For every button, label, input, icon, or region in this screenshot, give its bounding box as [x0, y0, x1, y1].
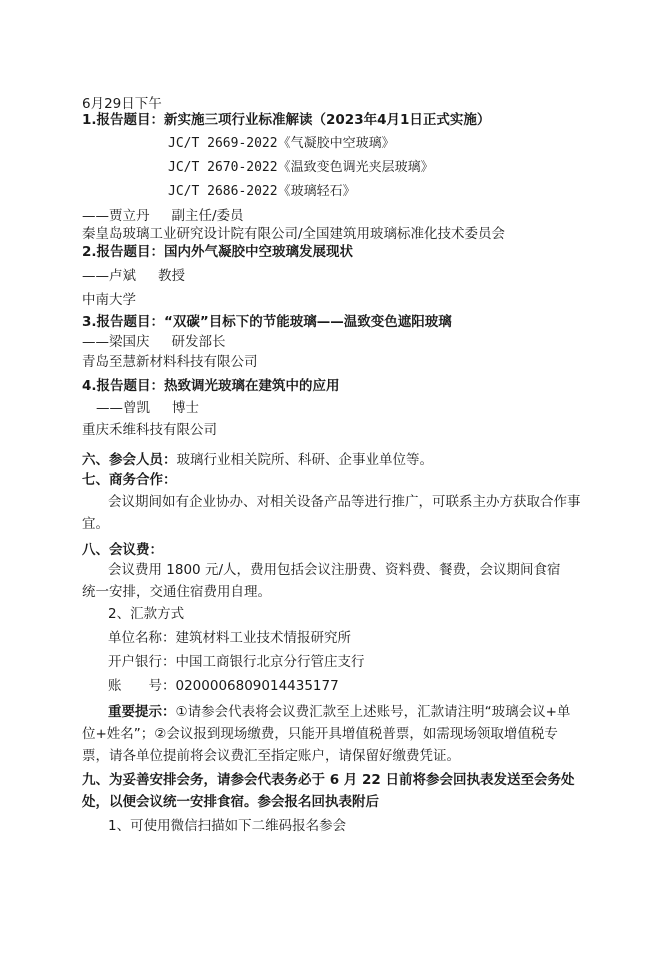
section-6-text: 玻璃行业相关院所、科研、企事业单位等。 — [176, 452, 433, 468]
speaker-title: 研发部长 — [171, 334, 226, 350]
account-number-row — [108, 676, 339, 696]
section-7-line-2: 宜。 — [82, 516, 109, 532]
account-name: 建筑材料工业技术情报研究所 — [175, 630, 351, 646]
report-2-title: 2.报告题目：国内外气凝胶中空玻璃发展现状 — [82, 244, 354, 260]
section-9-line-2: 处，以便会议统一安排食宿。参会报名回执表附后 — [82, 794, 379, 810]
section-9-line-1: 九、为妥善安排会务，请参会代表务必于 6 月 22 日前将参会回执表发送至会务处 — [82, 772, 575, 788]
report-2-speaker — [82, 266, 185, 286]
report-1-standard-3: JC/T 2686-2022《玻璃轻石》 — [168, 184, 356, 199]
report-4-speaker — [96, 398, 199, 418]
report-1-org: 秦皇岛玻璃工业研究设计院有限公司/全国建筑用玻璃标准化技术委员会 — [82, 226, 506, 242]
bank-name: 中国工商银行北京分行管庄支行 — [175, 654, 365, 670]
report-1-speaker — [82, 206, 244, 226]
fee-line-1: 会议费用 1800 元/人，费用包括会议注册费、资料费、餐费，会议期间食宿 — [108, 562, 561, 578]
speaker-title: 教授 — [158, 268, 185, 284]
notice-line-1 — [108, 702, 570, 722]
report-3-title: 3.报告题目：“双碳”目标下的节能玻璃——温致变色遮阳玻璃 — [82, 314, 452, 330]
bank-row — [108, 652, 365, 672]
account-name-row — [108, 628, 351, 648]
date-line: 6月29日下午 — [82, 96, 162, 112]
speaker-name: ——梁国庆 — [82, 334, 150, 350]
notice-line-3: 票，请各单位提前将会议费汇至指定账户，请保留好缴费凭证。 — [82, 748, 460, 764]
notice-line-2: 位+姓名”；②会议报到现场缴费，只能开具增值税普票，如需现场领取增值税专 — [82, 726, 558, 742]
account-number-label: 账 号： — [108, 678, 176, 694]
speaker-title: 博士 — [172, 400, 199, 416]
section-7-line-1: 会议期间如有企业协办、对相关设备产品等进行推广，可联系主办方获取合作事 — [108, 494, 581, 510]
section-7-heading: 七、商务合作： — [82, 472, 177, 488]
fee-line-2: 统一安排，交通住宿费用自理。 — [82, 584, 271, 600]
report-4-org: 重庆禾维科技有限公司 — [82, 422, 217, 438]
section-6 — [82, 450, 433, 470]
report-1-title: 1.报告题目：新实施三项行业标准解读（2023年4月1日正式实施） — [82, 112, 491, 128]
speaker-name: ——曾凯 — [96, 400, 150, 416]
section-9-item-1: 1、可使用微信扫描如下二维码报名参会 — [108, 818, 347, 834]
section-8-heading: 八、会议费： — [82, 542, 163, 558]
report-1-standard-1: JC/T 2669-2022《气凝胶中空玻璃》 — [168, 136, 395, 151]
report-3-speaker — [82, 332, 226, 352]
notice-label: 重要提示： — [108, 704, 176, 720]
report-1-standard-2: JC/T 2670-2022《温致变色调光夹层玻璃》 — [168, 160, 434, 175]
report-4-title: 4.报告题目：热致调光玻璃在建筑中的应用 — [82, 378, 340, 394]
bank-label: 开户银行： — [108, 654, 176, 670]
payment-heading: 2、汇款方式 — [108, 606, 185, 622]
section-6-heading: 六、参会人员： — [82, 452, 177, 468]
speaker-name: ——贾立丹 — [82, 208, 150, 224]
report-2-org: 中南大学 — [82, 292, 136, 308]
account-number: 0200006809014435177 — [175, 678, 339, 694]
speaker-title: 副主任/委员 — [171, 208, 244, 224]
account-name-label: 单位名称： — [108, 630, 176, 646]
speaker-name: ——卢斌 — [82, 268, 136, 284]
notice-text-1: ①请参会代表将会议费汇款至上述账号，汇款请注明“玻璃会议+单 — [175, 704, 571, 720]
report-3-org: 青岛至慧新材料科技有限公司 — [82, 354, 258, 370]
